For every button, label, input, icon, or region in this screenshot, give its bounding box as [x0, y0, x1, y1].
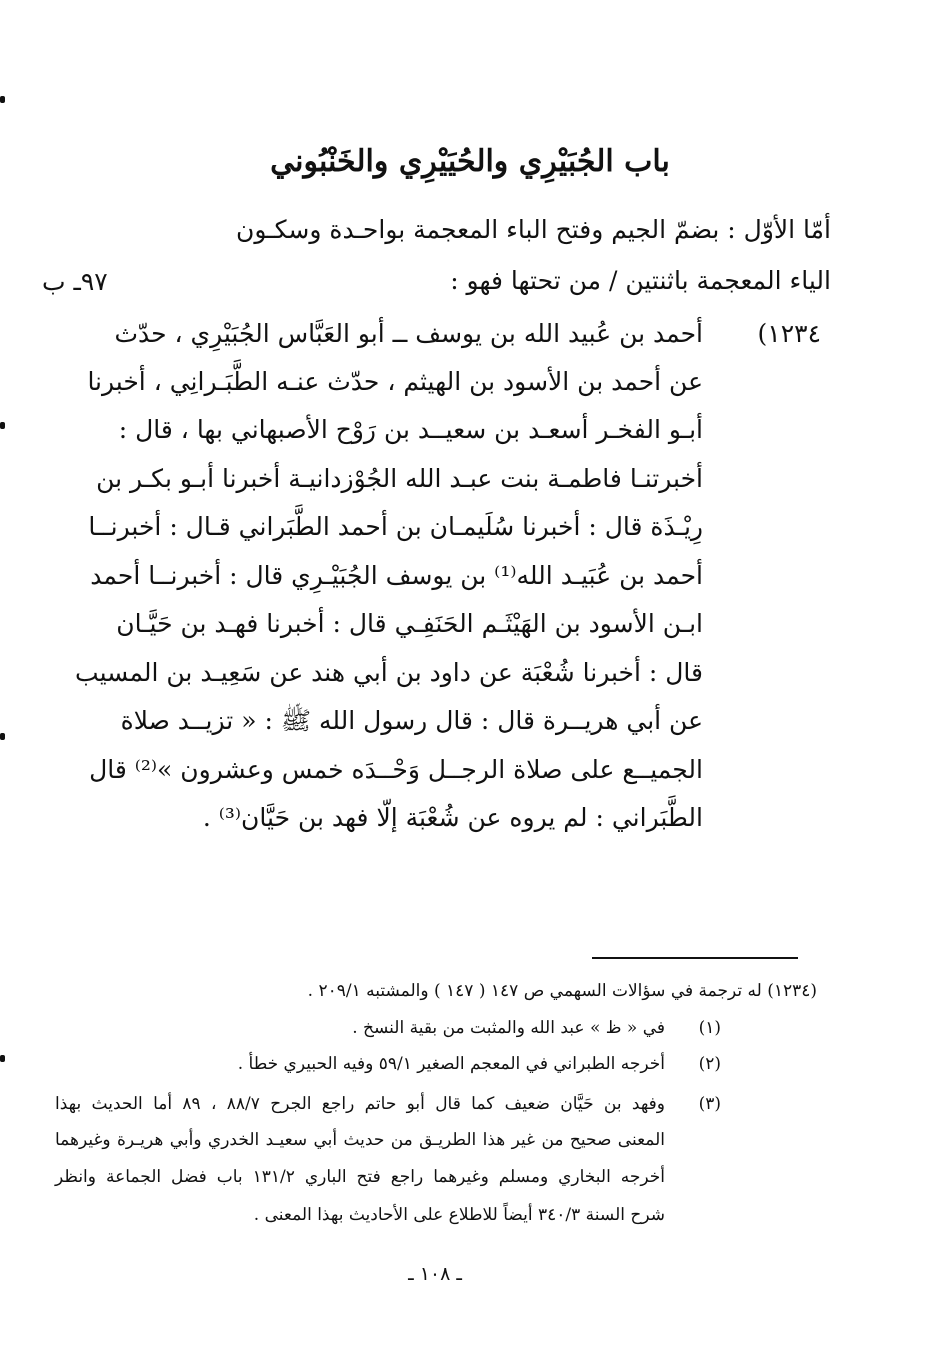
page-number: ـ ١٠٨ ـ [408, 1263, 462, 1285]
body-line: الطَّبَراني : لم يروه عن شُعْبَة إلّا فهد بن حَيَّان⁽³⁾ . [202, 803, 703, 832]
chapter-heading: باب الجُبَيْرِي والحُيَيْرِي والخَنْبُوني [270, 144, 670, 179]
intro-line: الياء المعجمة باثنتين / من تحتها فهو : [450, 266, 831, 295]
body-line: أخبرتنـا فاطمـة بنت عبـد الله الجُوْزدانيـة أخبرنا أبـو بكـر بن [96, 464, 703, 493]
body-line: رِيْـذَة قال : أخبرنا سُلَيمـان بن أحمد الطَّبَراني قـال : أخبرنــا [88, 512, 703, 541]
intro-line: أمّا الأوّل : بضمّ الجيم وفتح الباء المعجمة بواحـدة وسكـون [236, 215, 831, 244]
footnote-number: (٣) [698, 1094, 721, 1114]
footnote-number: (٢) [698, 1054, 721, 1074]
footnote-text: أخرجه البخاري ومسلم وغيرهما راجع فتح الباري ١٣١/٢ باب فضل الجماعة وانظر [55, 1167, 666, 1187]
footnote-text: شرح السنة ٣٤٠/٣ أيضاً للاطلاع على الأحاديث بهذا المعنى . [253, 1205, 665, 1225]
body-line: عن أبي هريــرة قال : قال رسول الله ﷺ : « تزيــد صلاة [120, 706, 703, 735]
scan-edge-mark [0, 1055, 5, 1062]
body-line: أبـو الفخـر أسعـد بن سعيــد بن رَوْح الأصبهاني بها ، قال : [118, 415, 703, 444]
footnote-text: في « ظ » عبد الله والمثبت من بقية النسخ . [352, 1018, 665, 1038]
body-line: أحمد بن عُبيد الله بن يوسف ــ أبو العَبَّاس الجُبَيْرِي ، حدّث [114, 319, 703, 348]
scan-edge-mark [0, 422, 5, 429]
body-line: عن أحمد بن الأسود بن الهيثم ، حدّث عنـه الطَّبَـرانِي ، أخبرنا [87, 367, 703, 396]
entry-number: (١٢٣٤ [757, 319, 821, 348]
body-line: أحمد بن عُبَيـد الله⁽¹⁾ بن يوسف الجُبَيْـرِي قال : أخبرنــا أحمد [90, 561, 703, 590]
footnote-text: أخرجه الطبراني في المعجم الصغير ٥٩/١ وفيه الحبيري خطأ . [237, 1054, 665, 1074]
footnote-text: وفهد بن حَيَّان ضعيف كما قال أبو حاتم راجع الجرح ٨٨/٧ ، ٨٩ أما الحديث بهذا [55, 1094, 665, 1114]
entry-footnote: (١٢٣٤) له ترجمة في سؤالات السهمي ص ١٤٧ ( ١٤٧ ) والمشتبه ٢٠٩/١ . [307, 981, 817, 1001]
scan-edge-mark [0, 733, 5, 740]
body-line: قال : أخبرنا شُعْبَة عن داود بن أبي هند عن سَعِيـد بن المسيب [75, 658, 703, 687]
footnote-number: (١) [698, 1018, 721, 1038]
body-line: ابـن الأسود بن الهَيْثَـم الحَنَفِـي قال : أخبرنا فهـد بن حَيَّـان [116, 609, 703, 638]
scan-edge-mark [0, 96, 5, 103]
footnote-separator [592, 957, 798, 959]
body-line: الجميــع على صلاة الرجــل وَحْــدَه خمس وعشرون »⁽²⁾ قال [89, 755, 703, 784]
footnote-text: المعنى صحيح من غير هذا الطريـق من حديث أبي سعيـد الخدري وأبي هريـرة وغيرهما [55, 1130, 665, 1150]
manuscript-folio-note: ٩٧ـ ب [42, 267, 108, 296]
